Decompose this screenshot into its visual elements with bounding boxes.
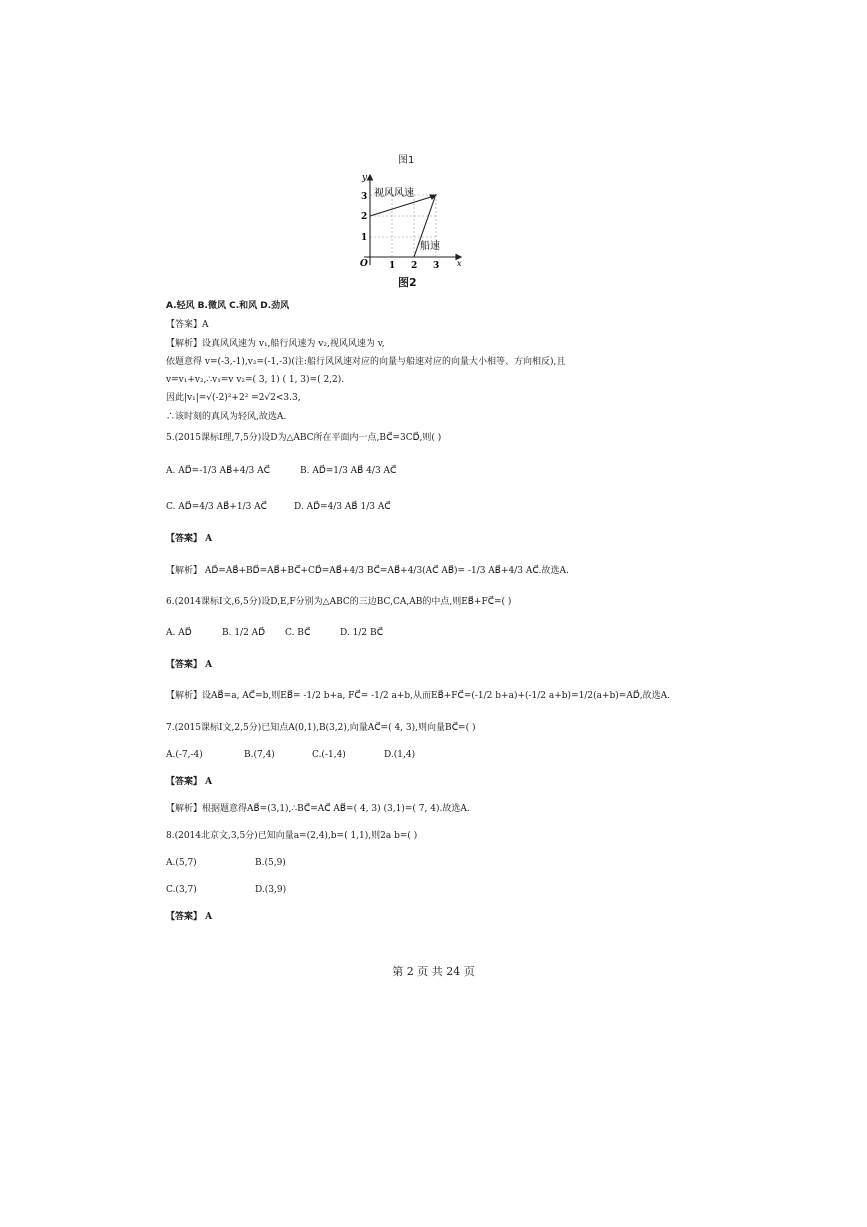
x-tick-1: 1 (389, 261, 396, 270)
q7-option-b: B.(7,4) (244, 750, 275, 760)
q6-option-d: D. 1/2 BC⃗ (340, 628, 384, 638)
q4-answer: 【答案】A (166, 320, 209, 330)
q8-answer: 【答案】 A (166, 912, 213, 922)
q4-options: A.轻风 B.微风 C.和风 D.劲风 (166, 301, 290, 311)
x-axis-label: x (457, 259, 462, 268)
q4-analysis-line-5: ∴该时刻的真风为轻风,故选A. (166, 412, 287, 422)
q5-answer: 【答案】 A (166, 534, 213, 544)
ship-speed-label: 船速 (420, 241, 440, 252)
q8-option-a: A.(5,7) (166, 858, 197, 868)
q7-stem: 7.(2015课标Ⅰ文,2,5分)已知点A(0,1),B(3,2),向量AC⃗=( 4, 3),则向量BC⃗=( ) (166, 723, 476, 733)
q4-analysis-line-1: 【解析】设真风风速为 v₁,船行风速为 v₂,视风风速为 v, (166, 339, 385, 349)
q7-option-d: D.(1,4) (384, 750, 416, 760)
apparent-wind-vector (370, 196, 434, 216)
x-tick-2: 2 (411, 261, 418, 270)
q5-option-a: A. AD⃗=-1/3 AB⃗+4/3 AC⃗ (166, 466, 270, 476)
q5-option-c: C. AD⃗=4/3 AB⃗+1/3 AC⃗ (166, 502, 267, 512)
q5-option-d: D. AD⃗=4/3 AB⃗ 1/3 AC⃗ (294, 502, 391, 512)
origin-label: O (360, 259, 368, 269)
y-axis-label: y (362, 173, 368, 183)
q4-analysis-line-2: 依题意得 v=(-3,-1),v₂=(-1,-3)(注:船行风风速对应的向量与船速对应的向量大小相等、方向相反),且 (166, 357, 566, 367)
y-axis-arrow (368, 175, 373, 180)
q7-option-c: C.(-1,4) (312, 750, 346, 760)
q6-answer: 【答案】 A (166, 660, 213, 670)
wind-vector-figure (356, 170, 466, 270)
page-footer: 第 2 页 共 24 页 (392, 965, 475, 978)
q6-option-a: A. AD⃗ (166, 628, 192, 638)
q7-analysis: 【解析】根据题意得AB⃗=(3,1),∴BC⃗=AC⃗ AB⃗=( 4, 3) (3,1)=( 7, 4).故选A. (166, 804, 470, 814)
q6-option-c: C. BC⃗ (285, 628, 311, 638)
q6-option-b: B. 1/2 AD⃗ (222, 628, 266, 638)
apparent-wind-arrowhead (430, 195, 436, 199)
y-tick-2: 2 (361, 212, 368, 222)
q5-analysis: 【解析】 AD⃗=AB⃗+BD⃗=AB⃗+BC⃗+CD⃗=AB⃗+4/3 BC⃗=AB⃗+4/3(AC⃗ AB⃗)= -1/3 AB⃗+4/3 AC⃗.故选A. (166, 566, 569, 576)
q5-stem: 5.(2015课标Ⅰ理,7,5分)设D为△ABC所在平面内一点,BC⃗=3CD⃗,则( ) (166, 433, 442, 443)
x-tick-3: 3 (433, 261, 440, 270)
y-tick-3: 3 (361, 192, 368, 202)
q8-option-d: D.(3,9) (255, 885, 287, 895)
q7-answer: 【答案】 A (166, 777, 213, 787)
figure2-caption: 图2 (398, 276, 417, 289)
apparent-wind-label: 视风风速 (374, 188, 414, 199)
q6-analysis: 【解析】设AB⃗=a, AC⃗=b,则EB⃗= -1/2 b+a, FC⃗= -1/2 a+b,从而EB⃗+FC⃗=(-1/2 b+a)+(-1/2 a+b)=1/2(a+b)=AD⃗,故选A. (166, 691, 670, 701)
q4-analysis-line-4: 因此|v₁|=√(-2)²+2² =2√2<3.3, (166, 393, 301, 403)
figure1-caption: 图1 (398, 155, 415, 166)
q8-option-c: C.(3,7) (166, 885, 197, 895)
q7-option-a: A.(-7,-4) (166, 750, 203, 760)
q4-analysis-line-3: v=v₁+v₂,∴v₁=v v₂=( 3, 1) ( 1, 3)=( 2,2). (166, 375, 345, 385)
q5-option-b: B. AD⃗=1/3 AB⃗ 4/3 AC⃗ (300, 466, 397, 476)
q8-stem: 8.(2014北京文,3,5分)已知向量a=(2,4),b=( 1,1),则2a b=( ) (166, 831, 418, 841)
q8-option-b: B.(5,9) (255, 858, 286, 868)
y-tick-1: 1 (361, 233, 368, 243)
q6-stem: 6.(2014课标Ⅰ文,6,5分)设D,E,F分别为△ABC的三边BC,CA,AB的中点,则EB⃗+FC⃗=( ) (166, 597, 512, 607)
